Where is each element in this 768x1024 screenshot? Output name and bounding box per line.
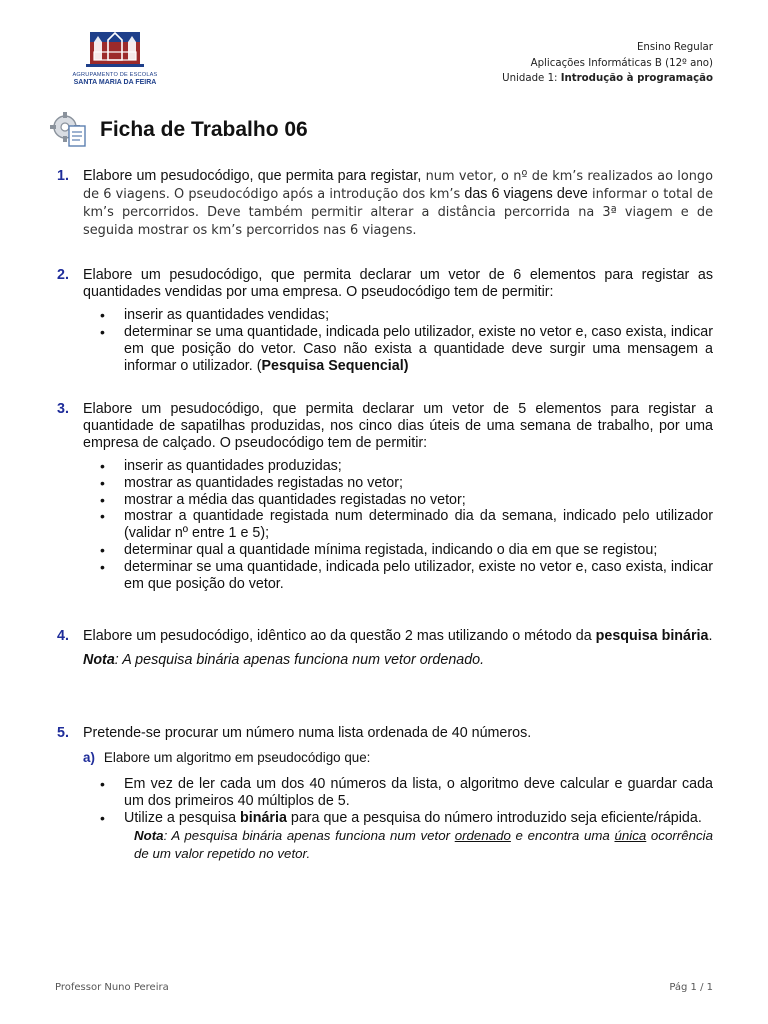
q4-bold: pesquisa binária [595,628,709,644]
bullet-list [83,458,713,593]
list-item: • inserir as quantidades vendidas; [83,307,713,324]
question-number: 4. [57,628,69,644]
bullet-list [83,776,713,827]
page-title: Ficha de Trabalho 06 [100,118,308,141]
note-label: Nota [83,651,115,668]
note-text-b: e encontra uma [510,827,615,843]
note-underline-1: ordenado [454,827,511,843]
castle-emblem-icon [84,30,146,72]
note-label: Nota [134,827,164,843]
question-text: Elabore um pesudocódigo, que permita declarar um vetor de 5 elementos para registar a quantidade de sapatilhas produzidas, nos cinco dias úteis de uma semana de trabalho, por uma empresa de calçado. O pseudocódigo tem de permitir: [83,401,713,451]
list-item: • determinar qual a quantidade mínima registada, indicando o dia em que se registou; [83,542,713,559]
question-text [83,168,713,240]
question-text: Elabore um pesudocódigo, que permita declarar um vetor de 6 elementos para registar as quantidades vendidas por uma empresa. O pseudocódigo tem de permitir: [83,267,713,300]
footer-author: Professor Nuno Pereira [55,982,169,993]
question-number: 2. [57,267,69,283]
question-text [83,628,713,645]
list-item: • determinar se uma quantidade, indicada pelo utilizador, existe no vetor e, caso exista, indicar em que posição do vetor. [83,559,713,593]
logo-line-2: SANTA MARIA DA FEIRA [73,78,157,86]
question-number: 1. [57,168,69,184]
header-line-1: Ensino Regular [636,42,713,53]
question-3 [57,401,713,593]
list-item: • mostrar a média das quantidades registadas no vetor; [83,492,713,509]
note-text-c: ocorrência de um valor repetido no vetor. [134,827,713,861]
q5-bullet-a: Utilize a pesquisa [124,809,241,826]
gear-document-icon [50,111,88,149]
q1-text-c: das 6 viagens deve [464,185,588,202]
header-line-3 [502,71,713,87]
q5-bullet-bold: binária [240,809,287,826]
sub-question-a [83,750,713,767]
note-text-a: : A pesquisa binária apenas funciona num vetor [163,827,455,843]
header-line-2: Aplicações Informáticas B (12º ano) [530,57,713,69]
note-text: : A pesquisa binária apenas funciona num vetor ordenado. [114,651,485,668]
q2-bullet-bold: Pesquisa Sequencial) [261,357,409,374]
list-item: • inserir as quantidades produzidas; [83,458,713,475]
question-text: Pretende-se procurar um número numa lista ordenada de 40 números. [83,725,532,741]
question-1 [57,168,713,240]
question-2 [57,267,713,374]
bullet-list [83,307,713,375]
footer-page-number: Pág 1 / 1 [669,982,713,993]
q2-bullet-text: determinar se uma quantidade, indicada pelo utilizador, existe no vetor e, caso exista, indicar em que posição do vetor. Caso não exista a quantidade deve surgir uma mensagem a informar o utilizador. ( [124,323,713,374]
title-row [50,110,308,150]
q5-bullet-c: para que a pesquisa do número introduzido seja eficiente/rápida. [286,809,702,826]
list-item: • Em vez de ler cada um dos 40 números da lista, o algoritmo deve calcular e guardar cada um dos primeiros 40 múltiplos de 5. [83,776,713,810]
unit-label: Unidade 1: [502,73,561,84]
q1-text-b: num vetor, o nº de km’s realizados ao longo de 6 viagens. O pseudocódigo após a introdução dos km’s [83,169,713,202]
sub-label: a) [83,749,95,765]
page-header [502,40,713,87]
list-item [83,324,713,375]
q4-end: . [708,628,713,644]
sub-text: Elabore um algoritmo em pseudocódigo que: [103,749,371,765]
q1-text-d: informar o total de km’s percorridos. Deve também permitir alterar a distância percorrida na 3ª viagem e de seguida mostrar os km’s percorridos nas 6 viagens. [83,186,713,238]
list-item [83,810,713,827]
question-4 [57,628,713,669]
question-number: 3. [57,401,69,417]
unit-title: Introdução à programação [560,73,713,84]
school-logo [58,30,172,92]
list-item: • mostrar a quantidade registada num determinado dia da semana, indicado pelo utilizador (validar nº entre 1 e 5); [83,508,713,542]
list-item: • mostrar as quantidades registadas no vetor; [83,475,713,492]
question-5 [57,725,713,863]
q4-text: Elabore um pesudocódigo, idêntico ao da questão 2 mas utilizando o método da [83,628,596,644]
logo-line-1: AGRUPAMENTO DE ESCOLAS [72,72,158,78]
question-number: 5. [57,725,69,741]
note [134,827,713,863]
q1-text-a: Elabore um pesudocódigo, que permita para registar, [83,168,422,184]
note [83,652,713,669]
note-underline-2: única [614,827,647,843]
